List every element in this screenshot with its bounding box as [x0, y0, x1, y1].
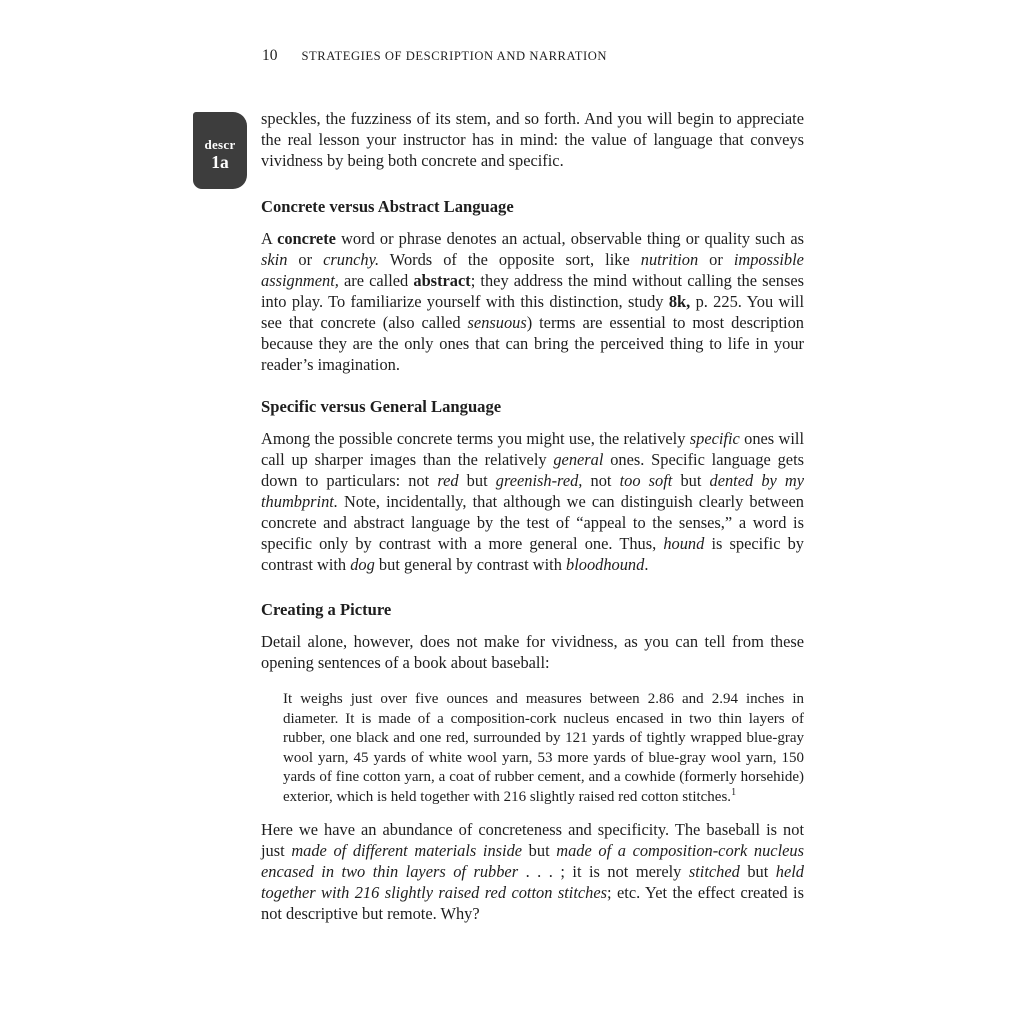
baseball-block-quote: It weighs just over five ounces and measures between 2.86 and 2.94 inches in diameter. It is made of a composition-cork nucleus encased in two thin layers of rubber, one black and one red, surrounded by 121 yards of tightly wrapped blue-gray wool yarn, 45 yards of white wool yarn, 53 more yards of blue-gray wool yarn, 150 yards of fine cotton yarn, a coat of rubber cement, and a cowhide (formerly horsehide) exterior, which is held together with 216 slightly raised red cotton stitches.$^1$ — [283, 691, 804, 805]
heading-concrete-vs-abstract: Concrete versus Abstract Language — [261, 197, 514, 216]
running-title: STRATEGIES OF DESCRIPTION AND NARRATION — [301, 49, 608, 63]
margin-tab-number: 1a — [211, 152, 229, 172]
heading-specific-vs-general: Specific versus General Language — [261, 397, 502, 416]
concrete-paragraph: A concrete word or phrase denotes an actual, observable thing or quality such as skin or crunchy. Words of the opposite sort, like nutrition or impossible assignment, are called abstract; they address the mind without calling the senses into play. To familiarize yourself with this distinction, study 8k, p. 225. You will see that concrete (also called sensuous) terms are essential to most description because they are the only ones that can bring the perceived thing to life in your reader’s imagination. — [261, 229, 805, 374]
margin-tab-label: descr — [204, 137, 236, 152]
closing-paragraph: Here we have an abundance of concreteness and specificity. The baseball is not just made of different materials inside but made of a composition-cork nucleus encased in two thin layers of rubber . . . ; it is not merely stitched but held together with 216 slightly raised red cotton stitches; etc. Yet the effect created is not descriptive but remote. Why? — [261, 820, 805, 923]
running-header — [262, 47, 607, 65]
footnote-reference: 1 — [731, 786, 737, 798]
specific-paragraph: Among the possible concrete terms you might use, the relatively specific ones will call up sharper images than the relatively general ones. Specific language gets down to particulars: not red but greenish-red, not too soft but dented by my thumbprint. Note, incidentally, that although we can distinguish clearly between concrete and abstract language by the test of “appeal to the senses,” a word is specific only by contrast with a more general one. Thus, hound is specific by contrast with dog but general by contrast with bloodhound. — [261, 429, 805, 574]
text-column — [261, 108, 804, 924]
page-number: 10 — [262, 47, 278, 64]
heading-creating-a-picture: Creating a Picture — [261, 600, 392, 619]
margin-tab — [193, 112, 247, 189]
intro-paragraph: speckles, the fuzziness of its stem, and so forth. And you will begin to appreciate the real lesson your instructor has in mind: the value of language that conveys vividness by being both concrete and specific. — [261, 109, 804, 170]
picture-intro-paragraph: Detail alone, however, does not make for vividness, as you can tell from these opening sentences of a book about baseball: — [261, 632, 804, 672]
